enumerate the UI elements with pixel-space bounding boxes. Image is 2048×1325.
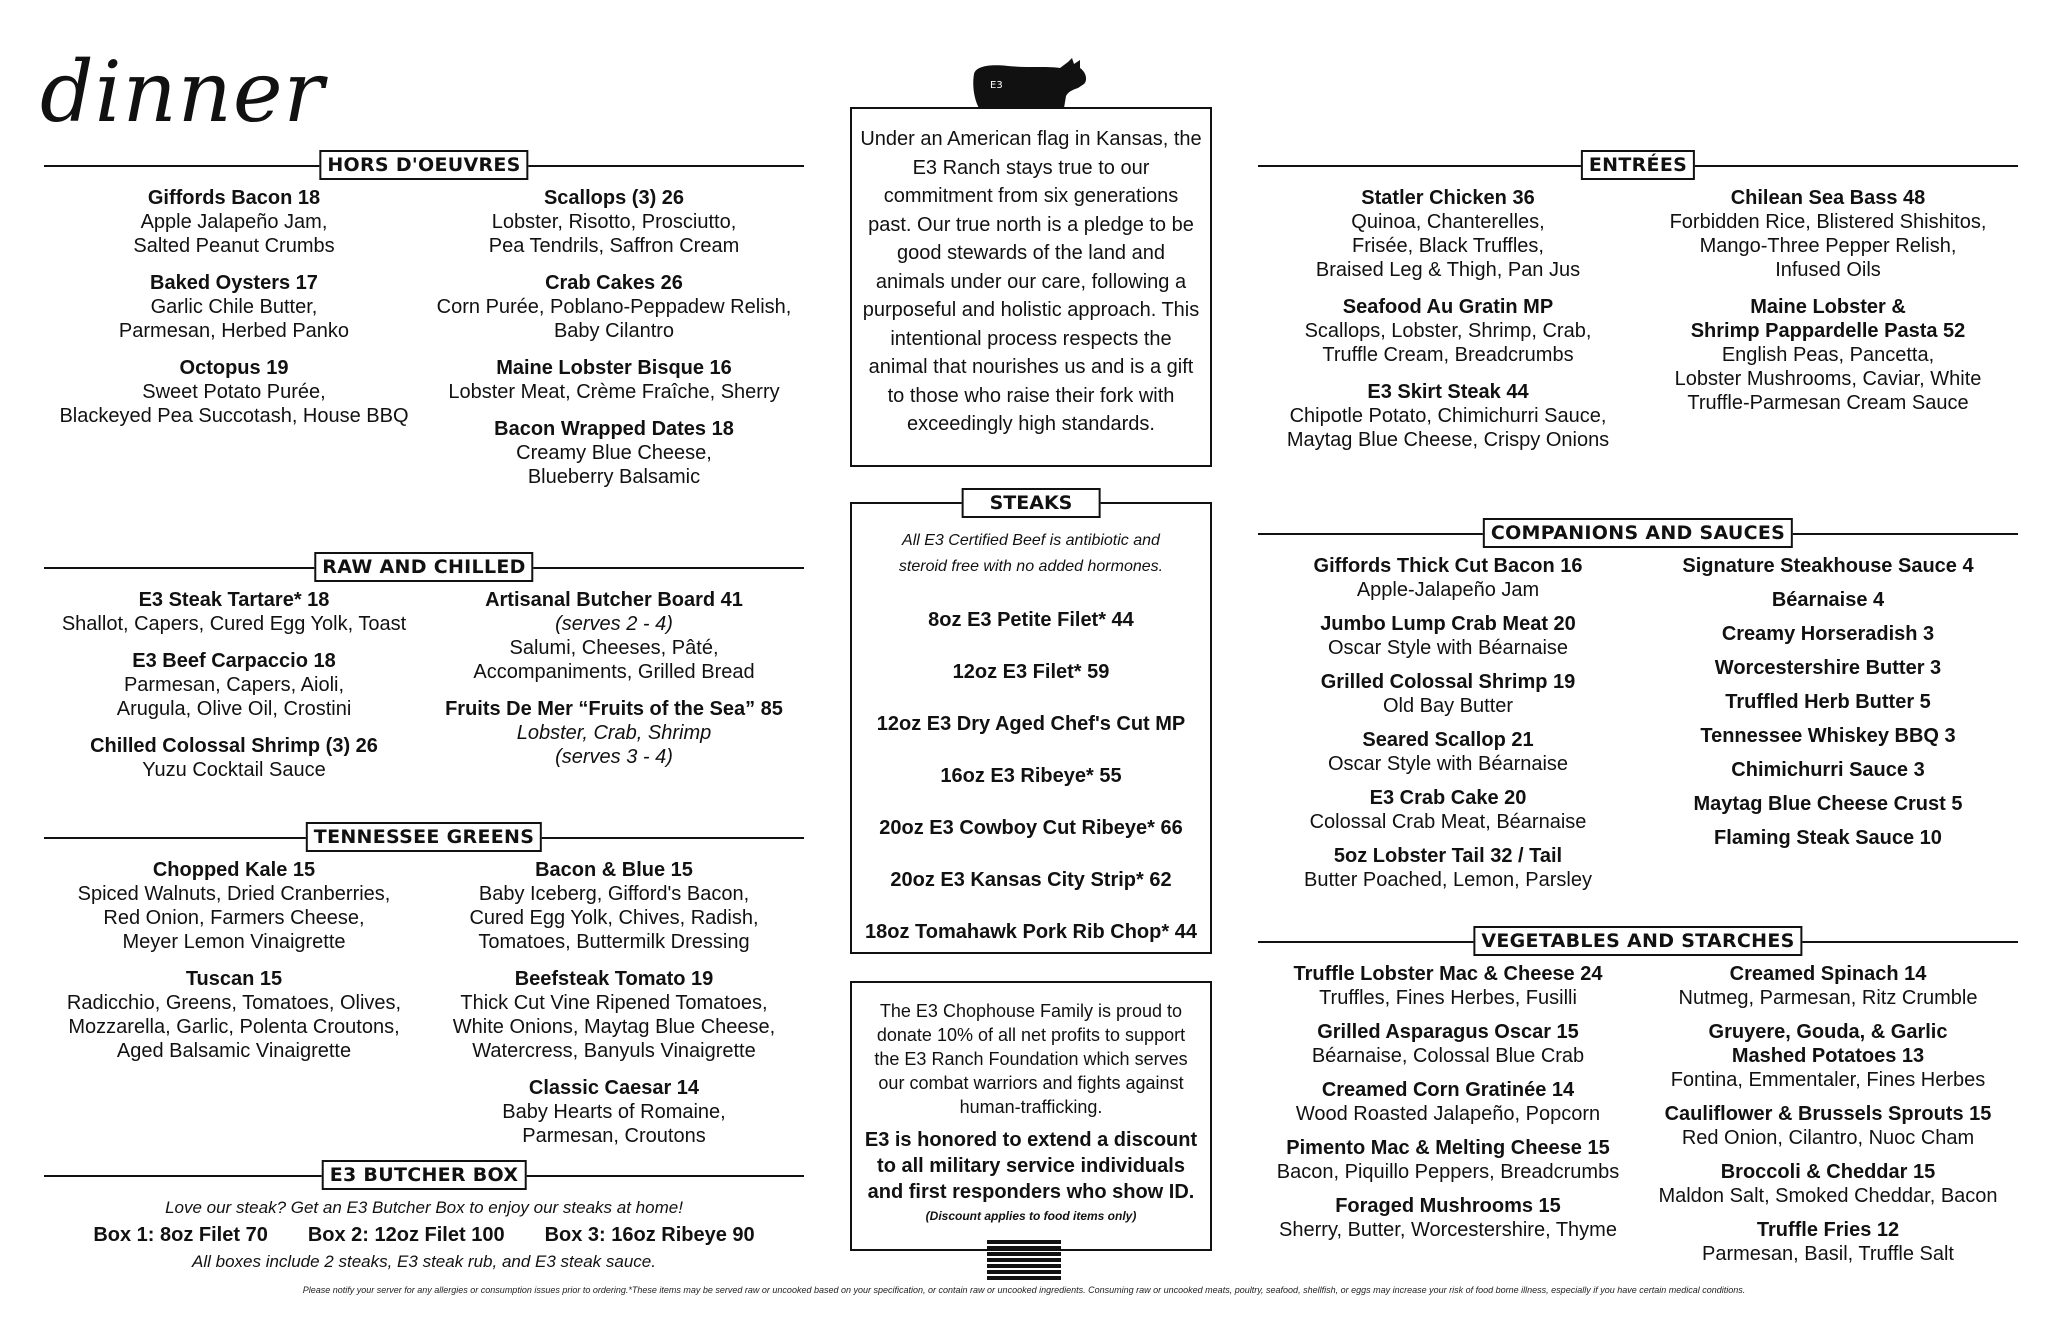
hors-left	[44, 186, 424, 552]
menu-item	[44, 858, 424, 954]
right-column	[1258, 150, 2018, 1276]
item-name: Classic Caesar 14	[528, 1077, 700, 1099]
item-name: Seafood Au Gratin MP	[1342, 296, 1554, 318]
allergy-disclaimer: Please notify your server for any allergies or consumption issues prior to ordering.*These items may be served raw or uncooked based on your specification, or contain raw or uncooked ingredients. Consuming raw or uncooked meats, poultry, seafood, shellfish, or eggs may increase your risk of food borne illness, especially if you have certain medical conditions.	[302, 1285, 1746, 1295]
steaks-note-line: All E3 Certified Beef is antibiotic and	[902, 532, 1160, 549]
item-desc: Cured Egg Yolk, Chives, Radish,	[469, 907, 759, 929]
butcher-boxes	[44, 1220, 804, 1250]
item-desc: Apple-Jalapeño Jam	[1356, 579, 1540, 601]
item-note: (serves 3 - 4)	[555, 746, 673, 768]
item-desc: Meyer Lemon Vinaigrette	[122, 931, 346, 953]
entrees-right	[1638, 186, 2018, 518]
flag-icon	[987, 1240, 1061, 1282]
raw-right	[424, 588, 804, 822]
cow-brand: E3	[990, 80, 1003, 91]
steaks-note-line: steroid free with no added hormones.	[898, 558, 1164, 575]
menu-item	[424, 271, 804, 343]
menu-item	[44, 649, 424, 721]
greens-left	[44, 858, 424, 1160]
item-name: Scallops (3) 26	[543, 187, 685, 209]
story-text: Under an American flag in Kansas, the E3 Ranch stays true to our commitment from six generations past. Our true north is a pledge to be good stewards of the land and animals under our care, following a purposeful and holistic approach. This intentional process respects the animal that nourishes us and is a gift to those who raise their fork with exceedingly high standards.	[860, 128, 1202, 435]
item-name: E3 Crab Cake 20	[1369, 787, 1527, 809]
menu-item	[424, 417, 804, 489]
menu-item	[424, 356, 804, 404]
item-name: Crab Cakes 26	[545, 272, 683, 294]
menu-item	[1638, 1160, 2018, 1208]
sauce-item	[1638, 826, 2018, 850]
greens-right	[424, 858, 804, 1160]
item-desc: Forbidden Rice, Blistered Shishitos,	[1669, 211, 1987, 233]
entrees-left	[1258, 186, 1638, 518]
section-label: ENTRÉES	[1581, 150, 1695, 180]
item-desc: English Peas, Pancetta,	[1721, 344, 1935, 366]
menu-item	[1258, 186, 1638, 282]
steak-item: 16oz E3 Ribeye* 55	[940, 765, 1122, 787]
item-desc: Baby Cilantro	[553, 320, 675, 342]
sauce-item	[1638, 792, 2018, 816]
section-label: E3 BUTCHER BOX	[322, 1160, 527, 1190]
sauce-name: Chimichurri Sauce 3	[1731, 759, 1925, 781]
item-desc: Truffles, Fines Herbes, Fusilli	[1319, 987, 1577, 1009]
companions-grid	[1258, 554, 2018, 926]
item-name: Broccoli & Cheddar 15	[1720, 1161, 1936, 1183]
section-label: RAW AND CHILLED	[314, 552, 533, 582]
entrees-grid	[1258, 186, 2018, 518]
item-desc: White Onions, Maytag Blue Cheese,	[452, 1016, 776, 1038]
item-desc: Yuzu Cocktail Sauce	[142, 759, 326, 781]
menu-item	[44, 967, 424, 1063]
menu-title: dinner	[40, 43, 325, 141]
item-desc: Baby Hearts of Romaine,	[502, 1101, 726, 1123]
section-header	[44, 1160, 804, 1190]
menu-item	[1638, 295, 2018, 415]
item-name: Truffle Fries 12	[1756, 1219, 1900, 1241]
item-name: Giffords Bacon 18	[147, 187, 321, 209]
item-desc: Pea Tendrils, Saffron Cream	[488, 235, 740, 257]
item-desc: Corn Purée, Poblano-Peppadew Relish,	[436, 296, 792, 318]
item-desc: Lobster Mushrooms, Caviar, White	[1674, 368, 1982, 390]
butcher-box	[44, 1196, 804, 1274]
item-desc: Arugula, Olive Oil, Crostini	[116, 698, 352, 720]
item-name: Grilled Asparagus Oscar 15	[1317, 1021, 1579, 1043]
sauce-item	[1638, 588, 2018, 612]
menu-item	[424, 1076, 804, 1148]
item-desc: Bacon, Piquillo Peppers, Breadcrumbs	[1276, 1161, 1620, 1183]
item-name: Cauliflower & Brussels Sprouts 15	[1664, 1103, 1992, 1125]
veg-grid	[1258, 962, 2018, 1276]
box-3: Box 3: 16oz Ribeye 90	[544, 1224, 755, 1246]
item-desc: Nutmeg, Parmesan, Ritz Crumble	[1678, 987, 1978, 1009]
item-desc: Wood Roasted Jalapeño, Popcorn	[1295, 1103, 1601, 1125]
menu-item	[424, 858, 804, 954]
veg-left	[1258, 962, 1638, 1276]
item-desc: Sherry, Butter, Worcestershire, Thyme	[1279, 1219, 1617, 1241]
menu-item	[1258, 1194, 1638, 1242]
companions-right	[1638, 554, 2018, 926]
companions-left	[1258, 554, 1638, 926]
item-name: Beefsteak Tomato 19	[514, 968, 714, 990]
item-desc: Truffle-Parmesan Cream Sauce	[1687, 392, 1969, 414]
item-desc: Parmesan, Basil, Truffle Salt	[1702, 1243, 1954, 1265]
item-name: Chilled Colossal Shrimp (3) 26	[90, 735, 378, 757]
section-label: COMPANIONS AND SAUCES	[1483, 518, 1793, 548]
item-name: Jumbo Lump Crab Meat 20	[1320, 613, 1576, 635]
section-header	[1258, 518, 2018, 548]
steaks-note	[852, 528, 1210, 580]
box-1: Box 1: 8oz Filet 70	[93, 1224, 268, 1246]
item-desc: Accompaniments, Grilled Bread	[473, 661, 755, 683]
item-desc: Chipotle Potato, Chimichurri Sauce,	[1289, 405, 1607, 427]
menu-item	[1258, 728, 1638, 776]
item-desc: Béarnaise, Colossal Blue Crab	[1311, 1045, 1585, 1067]
sauce-name: Creamy Horseradish 3	[1721, 623, 1935, 645]
item-desc: Old Bay Butter	[1382, 695, 1514, 717]
hors-grid	[44, 186, 804, 552]
item-name: 5oz Lobster Tail 32 / Tail	[1333, 845, 1563, 867]
item-desc: Aged Balsamic Vinaigrette	[116, 1040, 352, 1062]
item-desc: Baby Iceberg, Gifford's Bacon,	[478, 883, 750, 905]
item-desc: Oscar Style with Béarnaise	[1327, 753, 1569, 775]
menu-item	[424, 967, 804, 1063]
item-desc: Apple Jalapeño Jam,	[140, 211, 328, 233]
menu-item	[1638, 1102, 2018, 1150]
item-desc: Creamy Blue Cheese,	[516, 442, 712, 464]
steak-item: 8oz E3 Petite Filet* 44	[928, 609, 1134, 631]
item-name: Mashed Potatoes 13	[1731, 1045, 1925, 1067]
item-name: Artisanal Butcher Board 41	[485, 589, 743, 611]
item-name: Grilled Colossal Shrimp 19	[1320, 671, 1576, 693]
item-desc: Mozzarella, Garlic, Polenta Croutons,	[68, 1016, 400, 1038]
item-desc: Mango-Three Pepper Relish,	[1699, 235, 1957, 257]
butcher-note: All boxes include 2 steaks, E3 steak rub, and E3 steak sauce.	[192, 1252, 656, 1271]
veg-right	[1638, 962, 2018, 1276]
item-name: Bacon & Blue 15	[535, 859, 693, 881]
item-desc: Red Onion, Cilantro, Nuoc Cham	[1681, 1127, 1975, 1149]
box-2: Box 2: 12oz Filet 100	[307, 1224, 505, 1246]
section-header	[1258, 150, 2018, 180]
menu-item	[1638, 1218, 2018, 1266]
sauce-name: Truffled Herb Butter 5	[1725, 691, 1931, 713]
item-name: Giffords Thick Cut Bacon 16	[1313, 555, 1583, 577]
menu-item	[1258, 380, 1638, 452]
item-name: E3 Steak Tartare* 18	[138, 589, 330, 611]
item-name: Maine Lobster &	[1750, 296, 1906, 318]
sauce-name: Signature Steakhouse Sauce 4	[1682, 555, 1974, 577]
steak-item: 20oz E3 Kansas City Strip* 62	[890, 869, 1172, 891]
item-name: Statler Chicken 36	[1361, 187, 1535, 209]
menu-item	[1258, 554, 1638, 602]
raw-grid	[44, 588, 804, 822]
menu-item	[1638, 186, 2018, 282]
item-desc: Salted Peanut Crumbs	[133, 235, 335, 257]
menu-item	[1258, 612, 1638, 660]
menu-item	[44, 356, 424, 428]
item-name: Chilean Sea Bass 48	[1730, 187, 1926, 209]
item-desc: Lobster, Risotto, Prosciutto,	[491, 211, 737, 233]
steak-item: 12oz E3 Filet* 59	[952, 661, 1110, 683]
item-note: (serves 2 - 4)	[555, 613, 673, 635]
hors-right	[424, 186, 804, 552]
item-desc: Infused Oils	[1775, 259, 1881, 281]
item-desc: Thick Cut Vine Ripened Tomatoes,	[460, 992, 768, 1014]
menu-item	[44, 734, 424, 782]
menu-item	[1258, 786, 1638, 834]
item-desc: Radicchio, Greens, Tomatoes, Olives,	[66, 992, 402, 1014]
item-desc: Parmesan, Herbed Panko	[118, 320, 350, 342]
item-desc: Sweet Potato Purée,	[142, 381, 326, 403]
menu-item	[1258, 1078, 1638, 1126]
sauce-item	[1638, 758, 2018, 782]
sauce-item	[1638, 554, 2018, 578]
steak-item: 18oz Tomahawk Pork Rib Chop* 44	[865, 921, 1197, 943]
item-name: Seared Scallop 21	[1362, 729, 1534, 751]
steaks-list	[852, 608, 1210, 944]
item-name: E3 Skirt Steak 44	[1367, 381, 1529, 403]
greens-grid	[44, 858, 804, 1160]
item-name: Tuscan 15	[185, 968, 283, 990]
item-name: Chopped Kale 15	[152, 859, 316, 881]
menu-item	[44, 588, 424, 636]
item-name: Shrimp Pappardelle Pasta 52	[1690, 320, 1966, 342]
item-name: Pimento Mac & Melting Cheese 15	[1286, 1137, 1610, 1159]
donate-text: The E3 Chophouse Family is proud to donate 10% of all net profits to support the E3 Ranch Foundation which serves our combat warriors and fights against human-trafficking.	[874, 1001, 1188, 1117]
item-name: Bacon Wrapped Dates 18	[494, 418, 734, 440]
menu-item	[1258, 295, 1638, 367]
item-desc: Scallops, Lobster, Shrimp, Crab,	[1304, 320, 1592, 342]
item-desc: Watercress, Banyuls Vinaigrette	[472, 1040, 756, 1062]
honor-text: E3 is honored to extend a discount to all military service individuals and first responders who show ID.	[864, 1129, 1198, 1203]
section-header	[1258, 926, 2018, 956]
menu-item	[424, 697, 804, 769]
steak-item: 20oz E3 Cowboy Cut Ribeye* 66	[879, 817, 1183, 839]
sauce-item	[1638, 622, 2018, 646]
sauce-item	[1638, 656, 2018, 680]
item-desc: Frisée, Black Truffles,	[1352, 235, 1544, 257]
item-desc: Garlic Chile Butter,	[150, 296, 318, 318]
menu-item	[1258, 670, 1638, 718]
sauce-item	[1638, 690, 2018, 714]
item-desc: Shallot, Capers, Cured Egg Yolk, Toast	[61, 613, 407, 635]
item-name: Foraged Mushrooms 15	[1335, 1195, 1561, 1217]
sauce-item	[1638, 724, 2018, 748]
item-note: Lobster, Crab, Shrimp	[516, 722, 712, 744]
sauce-name: Maytag Blue Cheese Crust 5	[1693, 793, 1963, 815]
menu-item	[424, 186, 804, 258]
story-box	[850, 107, 1212, 467]
sauce-name: Flaming Steak Sauce 10	[1714, 827, 1942, 849]
item-desc: Butter Poached, Lemon, Parsley	[1304, 869, 1592, 891]
item-desc: Parmesan, Croutons	[522, 1125, 706, 1147]
item-desc: Oscar Style with Béarnaise	[1327, 637, 1569, 659]
section-header	[44, 150, 804, 180]
menu-item	[1258, 844, 1638, 892]
item-desc: Braised Leg & Thigh, Pan Jus	[1315, 259, 1581, 281]
item-desc: Spiced Walnuts, Dried Cranberries,	[77, 883, 391, 905]
left-column	[44, 150, 804, 1274]
menu-item	[44, 186, 424, 258]
section-label: VEGETABLES AND STARCHES	[1473, 926, 1802, 956]
menu-item	[1258, 1136, 1638, 1184]
steaks-label: STEAKS	[962, 488, 1101, 518]
menu-item	[1638, 962, 2018, 1010]
family-box	[850, 981, 1212, 1251]
item-name: Creamed Spinach 14	[1729, 963, 1927, 985]
item-desc: Maldon Salt, Smoked Cheddar, Bacon	[1658, 1185, 1998, 1207]
menu-item	[1638, 1020, 2018, 1092]
item-name: Gruyere, Gouda, & Garlic	[1708, 1021, 1948, 1043]
section-label: HORS D'OEUVRES	[319, 150, 528, 180]
item-name: E3 Beef Carpaccio 18	[132, 650, 336, 672]
raw-left	[44, 588, 424, 822]
item-desc: Salumi, Cheeses, Pâté,	[509, 637, 719, 659]
sauce-name: Béarnaise 4	[1771, 589, 1885, 611]
section-header	[44, 552, 804, 582]
section-header	[44, 822, 804, 852]
item-desc: Quinoa, Chanterelles,	[1351, 211, 1545, 233]
butcher-intro: Love our steak? Get an E3 Butcher Box to enjoy our steaks at home!	[165, 1198, 683, 1217]
sauce-name: Tennessee Whiskey BBQ 3	[1700, 725, 1956, 747]
discount-note: (Discount applies to food items only)	[925, 1209, 1137, 1223]
sauce-name: Worcestershire Butter 3	[1714, 657, 1942, 679]
steak-item: 12oz E3 Dry Aged Chef's Cut MP	[876, 713, 1186, 735]
item-desc: Maytag Blue Cheese, Crispy Onions	[1286, 429, 1610, 451]
item-desc: Fontina, Emmentaler, Fines Herbes	[1670, 1069, 1986, 1091]
item-desc: Blackeyed Pea Succotash, House BBQ	[59, 405, 409, 427]
item-name: Fruits De Mer “Fruits of the Sea” 85	[445, 698, 783, 720]
menu-item	[1258, 962, 1638, 1010]
item-name: Maine Lobster Bisque 16	[496, 357, 732, 379]
steaks-box	[850, 492, 1212, 954]
item-name: Creamed Corn Gratinée 14	[1321, 1079, 1575, 1101]
menu-item	[44, 271, 424, 343]
menu-item	[424, 588, 804, 684]
item-desc: Truffle Cream, Breadcrumbs	[1322, 344, 1574, 366]
item-desc: Lobster Meat, Crème Fraîche, Sherry	[448, 381, 780, 403]
item-desc: Colossal Crab Meat, Béarnaise	[1309, 811, 1587, 833]
item-name: Truffle Lobster Mac & Cheese 24	[1293, 963, 1603, 985]
menu-item	[1258, 1020, 1638, 1068]
item-name: Octopus 19	[179, 357, 289, 379]
item-desc: Tomatoes, Buttermilk Dressing	[478, 931, 750, 953]
section-label: TENNESSEE GREENS	[306, 822, 542, 852]
item-desc: Red Onion, Farmers Cheese,	[103, 907, 365, 929]
item-desc: Blueberry Balsamic	[527, 466, 701, 488]
item-name: Baked Oysters 17	[150, 272, 318, 294]
item-desc: Parmesan, Capers, Aioli,	[123, 674, 345, 696]
